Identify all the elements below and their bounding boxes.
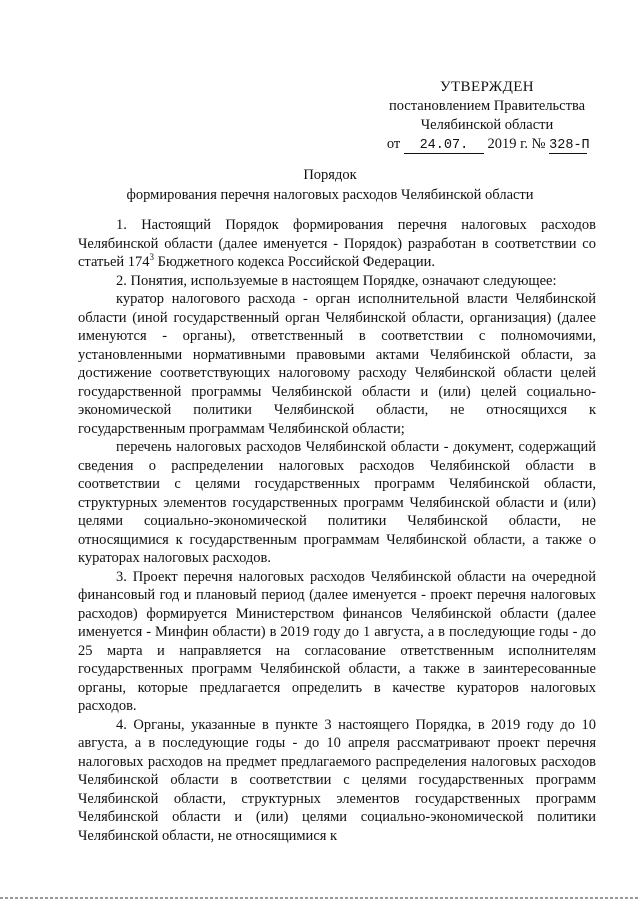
approval-title: УТВЕРЖДЕН xyxy=(439,79,535,95)
document-heading xyxy=(60,165,600,205)
document-title: Порядок xyxy=(303,167,357,183)
paragraph-1-text: 1. Настоящий Порядок формирования перечня налоговых расходов Челябинской области (далее именуется - Порядок) разработан в соответствии со статьей 174 xyxy=(78,217,596,270)
paragraph-2: 2. Понятия, используемые в настоящем Порядке, означают следующее: xyxy=(116,272,557,289)
paragraph-definition-list: перечень налоговых расходов Челябинской области - документ, содержащий сведения о распределении налоговых расходов Челябинской области в соответствии с целями государственных программ Челябинской области, структурных элементов государственных программ Челябинской области и (или) целями социально-экономической политики Челябинской области, не относящимися к государственным программам Челябинской области, а также о кураторах налоговых расходов. xyxy=(78,439,596,566)
decree-date: 24.07. xyxy=(404,138,484,154)
paragraph-1 xyxy=(78,216,596,272)
document-body xyxy=(78,216,596,845)
scan-edge-line xyxy=(0,897,640,899)
approval-stamp xyxy=(372,78,602,154)
paragraph-4: 4. Органы, указанные в пункте 3 настоящего Порядка, в 2019 году до 10 августа, а в последующие годы - до 10 апреля рассматривают проект перечня налоговых расходов на предмет предлагаемого распределения налоговых расходов Челябинской области в соответствии с целями государственных программ Челябинской области, структурных элементов государственных программ Челябинской области и (или) целями социально-экономической политики Челябинской области, не относящимися к xyxy=(78,716,596,844)
document-subtitle: формирования перечня налоговых расходов Челябинской области xyxy=(126,187,534,203)
approval-line-decree: постановлением Правительства xyxy=(388,98,586,114)
paragraph-1-tail: Бюджетного кодекса Российской Федерации. xyxy=(154,254,436,270)
decree-number: 328-П xyxy=(549,138,590,153)
decree-date-number xyxy=(372,135,602,154)
paragraph-3: 3. Проект перечня налоговых расходов Челябинской области на очередной финансовый год и плановый период (далее именуется - проект перечня налоговых расходов) формируется Министерством финансов Челябинской области (далее именуется - Минфин области) в 2019 году до 1 августа, а в последующие годы - до 25 марта и направляется на согласование ответственным исполнителям государственных программ Челябинской области, а также в заинтересованные органы, которые предлагается определить в качестве кураторов налоговых расходов. xyxy=(78,568,596,714)
article-superscript: 3 xyxy=(149,252,155,263)
paragraph-definition-curator: куратор налогового расхода - орган исполнительной власти Челябинской области (иной государственный орган Челябинской области, организация) (далее именуются - органы), ответственный в соответствии с полномочиями, установленными нормативными правовыми актами Челябинской области, за достижение соответствующих налоговому расходу Челябинской области целей государственной программы Челябинской области и (или) целей социально-экономической политики Челябинской области, не относящихся к государственным программам Челябинской области; xyxy=(78,291,596,437)
decree-year: 2019 г. № xyxy=(487,136,546,152)
decree-from-prefix: от xyxy=(386,136,401,152)
approval-line-region: Челябинской области xyxy=(420,117,554,133)
